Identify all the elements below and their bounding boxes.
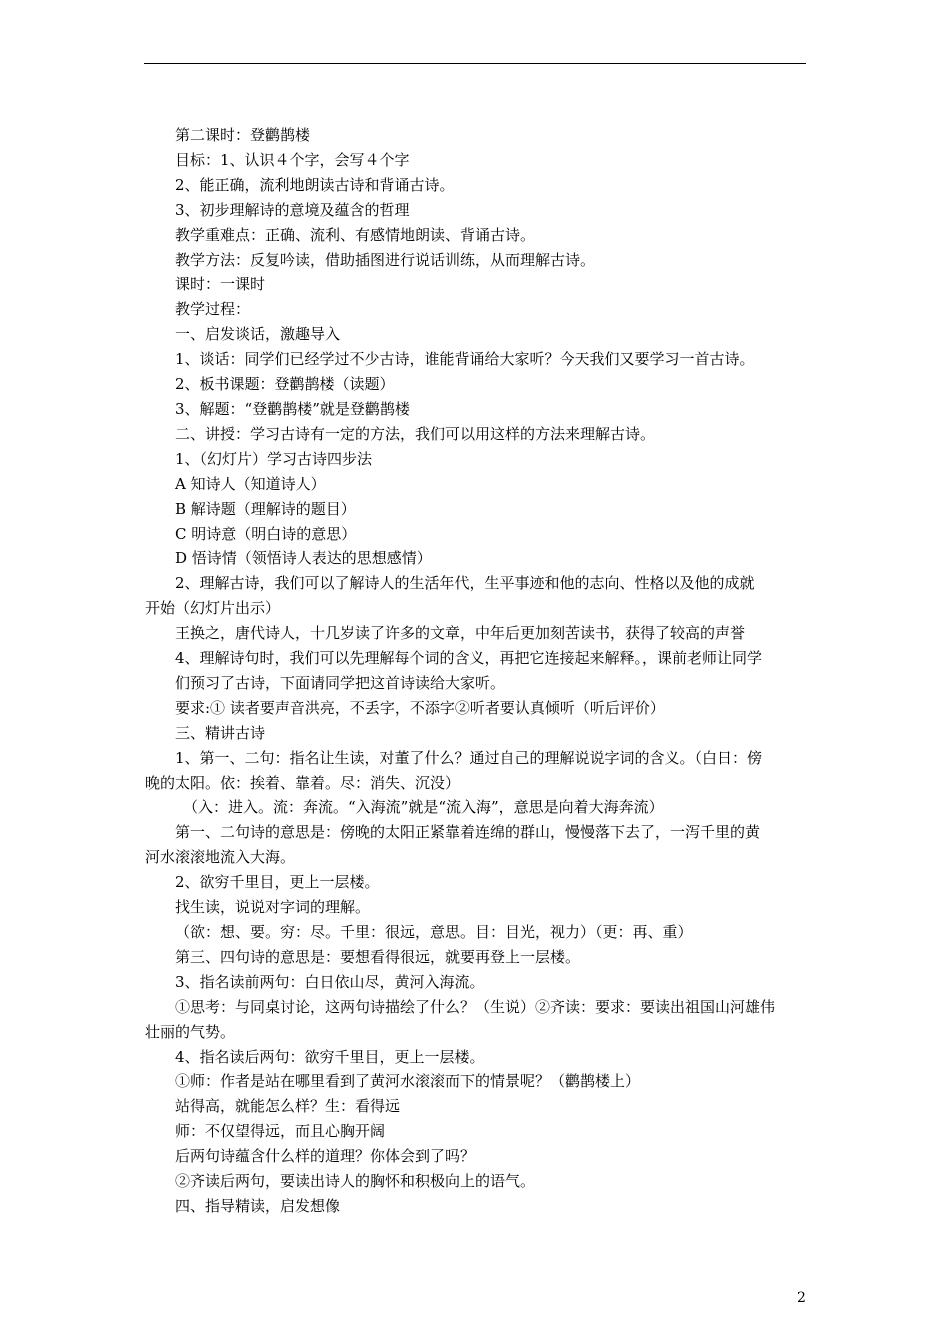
text-line: 后两句诗蕴含什么样的道理？你体会到了吗？	[175, 1147, 476, 1166]
text-line: 2、板书课题：登鹳鹊楼（读题）	[175, 375, 395, 394]
text-line: 2、能正确，流利地朗读古诗和背诵古诗。	[175, 175, 455, 194]
text-line: 3、指名读前两句：白日依山尽，黄河入海流。	[175, 972, 485, 991]
text-line: ①师：作者是站在哪里看到了黄河水滚滚而下的情景呢？（鹳鹊楼上）	[175, 1072, 641, 1091]
text-line: 1、（幻灯片）学习古诗四步法	[175, 449, 373, 468]
text-line: （入：进入。流：奔流。“入海流”就是“流入海”，意思是向着大海奔流）	[183, 798, 664, 817]
document-body	[145, 123, 807, 1219]
text-line: 第一、二句诗的意思是：傍晚的太阳正紧靠着连绵的群山，慢慢落下去了，一泻千里的黄	[175, 823, 761, 842]
text-line: 4、指名读后两句：欲穷千里目，更上一层楼。	[175, 1047, 485, 1066]
text-line: 壮丽的气势。	[145, 1022, 236, 1041]
text-line: 3、解题：“登鹳鹊楼”就是登鹳鹊楼	[175, 399, 410, 418]
text-line: 2、欲穷千里目，更上一层楼。	[175, 873, 380, 892]
text-line: 一、启发谈话，激趣导入	[175, 325, 341, 344]
text-line: 教学重难点：正确、流利、有感情地朗读、背诵古诗。	[175, 225, 536, 244]
text-line: 4、理解诗句时，我们可以先理解每个词的含义，再把它连接起来解释。，课前老师让同学	[175, 649, 763, 668]
text-line: 课时：一课时	[175, 275, 266, 294]
text-line: 要求:① 读者要声音洪亮，不丢字，不添字②听者要认真倾听（听后评价）	[175, 698, 665, 717]
text-line: 教学过程：	[175, 300, 251, 319]
page-number: 2	[797, 1290, 806, 1306]
text-line: D 悟诗情（领悟诗人表达的思想感情）	[175, 549, 432, 568]
text-line: 师：不仅望得远，而且心胸开阔	[175, 1122, 386, 1141]
text-line: 3、初步理解诗的意境及蕴含的哲理	[175, 200, 410, 219]
text-line: 四、指导精读，启发想像	[175, 1196, 341, 1215]
text-line: 2、理解古诗，我们可以了解诗人的生活年代，生平事迹和他的志向、性格以及他的成就	[175, 574, 755, 593]
text-line: 二、讲授：学习古诗有一定的方法，我们可以用这样的方法来理解古诗。	[175, 424, 656, 443]
text-line: 们预习了古诗，下面请同学把这首诗读给大家听。	[175, 673, 506, 692]
text-line: （欲：想、要。穷：尽。千里：很远，意思。目：目光，视力）（更：再、重）	[175, 923, 693, 941]
text-line: 王换之，唐代诗人，十几岁读了许多的文章，中年后更加刻苦读书，获得了较高的声誉	[175, 624, 746, 643]
text-line: 教学方法：反复吟读，借助插图进行说话训练，从而理解古诗。	[175, 250, 596, 269]
text-line: C 明诗意（明白诗的意思）	[175, 524, 357, 543]
text-line: 开始（幻灯片出示）	[145, 599, 281, 618]
text-line: A 知诗人（知道诗人）	[175, 474, 326, 493]
text-line: 晚的太阳。依：挨着、靠着。尽：消失、沉没）	[145, 773, 461, 792]
text-line: 1、谈话：同学们已经学过不少古诗，谁能背诵给大家听？今天我们又要学习一首古诗。	[175, 350, 755, 369]
text-line: 1、第一、二句：指名让生读，对董了什么？通过自己的理解说说字词的含义。（白日：傍	[175, 748, 763, 767]
text-line: 第二课时：登鹳鹊楼	[175, 126, 311, 144]
text-line: 目标：1、认识４个字，会写４个字	[175, 150, 410, 169]
text-line: ②齐读后两句，要读出诗人的胸怀和积极向上的语气。	[175, 1172, 536, 1191]
header-rule	[144, 63, 806, 64]
text-line: 找生读，说说对字词的理解。	[175, 898, 371, 917]
text-line: ①思考：与同桌讨论，这两句诗描绘了什么？（生说）②齐读：要求：要读出祖国山河雄伟	[175, 997, 776, 1016]
text-line: B 解诗题（理解诗的题目）	[175, 499, 356, 518]
text-line: 第三、四句诗的意思是：要想看得很远，就要再登上一层楼。	[175, 947, 581, 966]
text-line: 三、精讲古诗	[175, 723, 266, 742]
text-line: 站得高，就能怎么样？生：看得远	[175, 1097, 401, 1116]
text-line: 河水滚滚地流入大海。	[145, 848, 296, 867]
